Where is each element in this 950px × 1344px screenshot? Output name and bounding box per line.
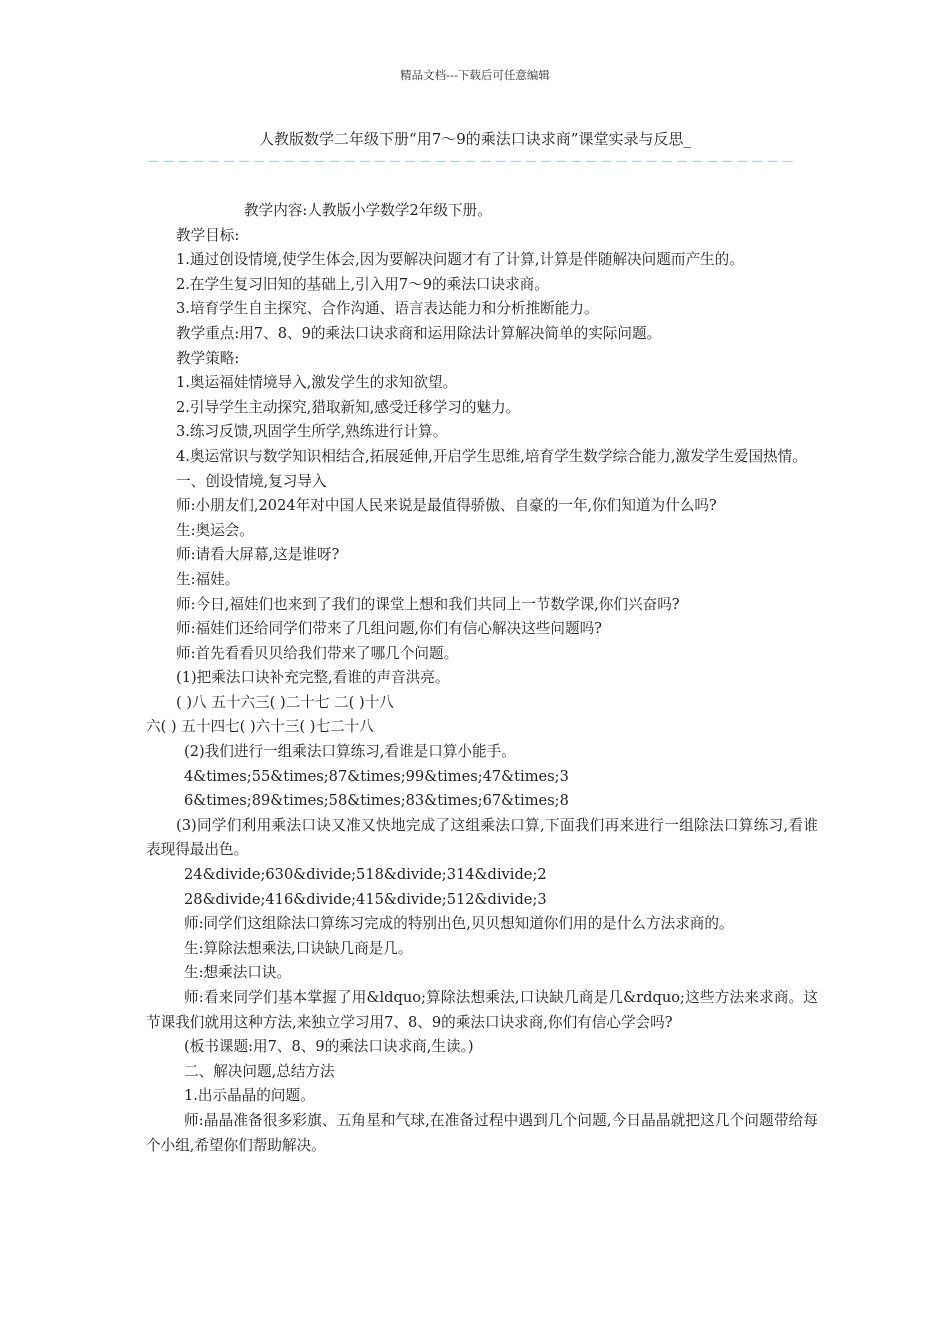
- dialogue-line: 师:首先看看贝贝给我们带来了哪几个问题。: [176, 644, 459, 662]
- page-header: 精品文档---下载后可任意编辑: [400, 68, 550, 82]
- paragraph-key-point: 教学重点:用7、8、9的乘法口诀求商和运用除法计算解决简单的实际问题。: [176, 324, 662, 342]
- dashed-divider: －－－－－－－－－－－－－－－－－－－－－－－－－－－－－－－－－－－－－－－－－－－: [147, 155, 797, 165]
- paragraph-objectives-heading: 教学目标:: [176, 226, 240, 244]
- paragraph-strategy-heading: 教学策略:: [176, 349, 240, 367]
- exercise-1-line-2: 六( ) 五十四七( )六十三( )七二十八: [146, 718, 374, 736]
- dialogue-line: 师:小朋友们,2024年对中国人民来说是最值得骄傲、自豪的一年,你们知道为什么吗?: [176, 497, 717, 515]
- section-heading-2: 二、解决问题,总结方法: [184, 1062, 335, 1080]
- paragraph-objective-3: 3.培育学生自主探究、合作沟通、语言表达能力和分析推断能力。: [176, 300, 599, 318]
- exercise-2-line-1: 4&times;55&times;87&times;99&times;47&times;3: [184, 767, 569, 785]
- dialogue-line: 生:想乘法口诀。: [184, 964, 292, 982]
- dialogue-line: 师:今日,福娃们也来到了我们的课堂上想和我们共同上一节数学课,你们兴奋吗?: [176, 595, 680, 613]
- dialogue-line: 生:福娃。: [176, 570, 240, 588]
- paragraph-content: 教学内容:人教版小学数学2年级下册。: [244, 202, 492, 219]
- dialogue-line: 生:奥运会。: [176, 521, 254, 539]
- dialogue-line: 生:算除法想乘法,口诀缺几商是几。: [184, 939, 413, 957]
- dialogue-line: 师:同学们这组除法口算练习完成的特别出色,贝贝想知道你们用的是什么方法求商的。: [184, 915, 734, 933]
- exercise-3-line-2: 28&divide;416&divide;415&divide;512&divide;3: [184, 890, 547, 908]
- exercise-2-line-2: 6&times;89&times;58&times;83&times;67&times;8: [184, 792, 569, 810]
- paragraph-strategy-3: 3.练习反馈,巩固学生所学,熟练进行计算。: [176, 423, 448, 441]
- paragraph-strategy-1: 1.奥运福娃情境导入,激发学生的求知欲望。: [176, 374, 458, 392]
- board-title-note: (板书课题:用7、8、9的乘法口诀求商,生读。): [184, 1038, 474, 1056]
- exercise-2-prompt: (2)我们进行一组乘法口算练习,看谁是口算小能手。: [184, 743, 516, 761]
- dialogue-line: 师:看来同学们基本掌握了用&ldquo;算除法想乘法,口诀缺几商是几&rdquo;这些方法来求商。这节课我们就用这种方法,来独立学习用7、8、9的乘法口诀求商,你们有信心学会吗?: [146, 989, 818, 1031]
- exercise-3-prompt: (3)同学们利用乘法口诀又准又快地完成了这组乘法口算,下面我们再来进行一组除法口算练习,看谁表现得最出色。: [146, 816, 818, 859]
- section-heading-1: 一、创设情境,复习导入: [176, 472, 327, 490]
- paragraph-objective-1: 1.通过创设情境,使学生体会,因为要解决问题才有了计算,计算是伴随解决问题而产生的。: [176, 251, 744, 269]
- paragraph-objective-2: 2.在学生复习旧知的基础上,引入用7～9的乘法口诀求商。: [176, 275, 549, 293]
- dialogue-line: 师:请看大屏幕,这是谁呀?: [176, 546, 340, 564]
- dialogue-line: 师:福娃们还给同学们带来了几组问题,你们有信心解决这些问题吗?: [176, 620, 603, 638]
- document-title: 人教版数学二年级下册“用7～9的乘法口诀求商”课堂实录与反思_: [259, 130, 691, 148]
- document-body: [146, 199, 818, 1158]
- exercise-3-line-1: 24&divide;630&divide;518&divide;314&divide;2: [184, 866, 547, 884]
- exercise-1-prompt: (1)把乘法口诀补充完整,看谁的声音洪亮。: [176, 669, 450, 687]
- paragraph-step-1: 1.出示晶晶的问题。: [184, 1087, 315, 1105]
- paragraph-strategy-4: 4.奥运常识与数学知识相结合,拓展延伸,开启学生思维,培育学生数学综合能力,激发学生爱国热情。: [176, 447, 807, 465]
- exercise-1-line-1: ( )八 五十六三( )二十七 二( )十八: [176, 693, 394, 711]
- paragraph-strategy-2: 2.引导学生主动探究,猎取新知,感受迁移学习的魅力。: [176, 398, 521, 416]
- dialogue-line: 师:晶晶准备很多彩旗、五角星和气球,在准备过程中遇到几个问题,今日晶晶就把这几个问题带给每个小组,希望你们帮助解决。: [146, 1111, 818, 1154]
